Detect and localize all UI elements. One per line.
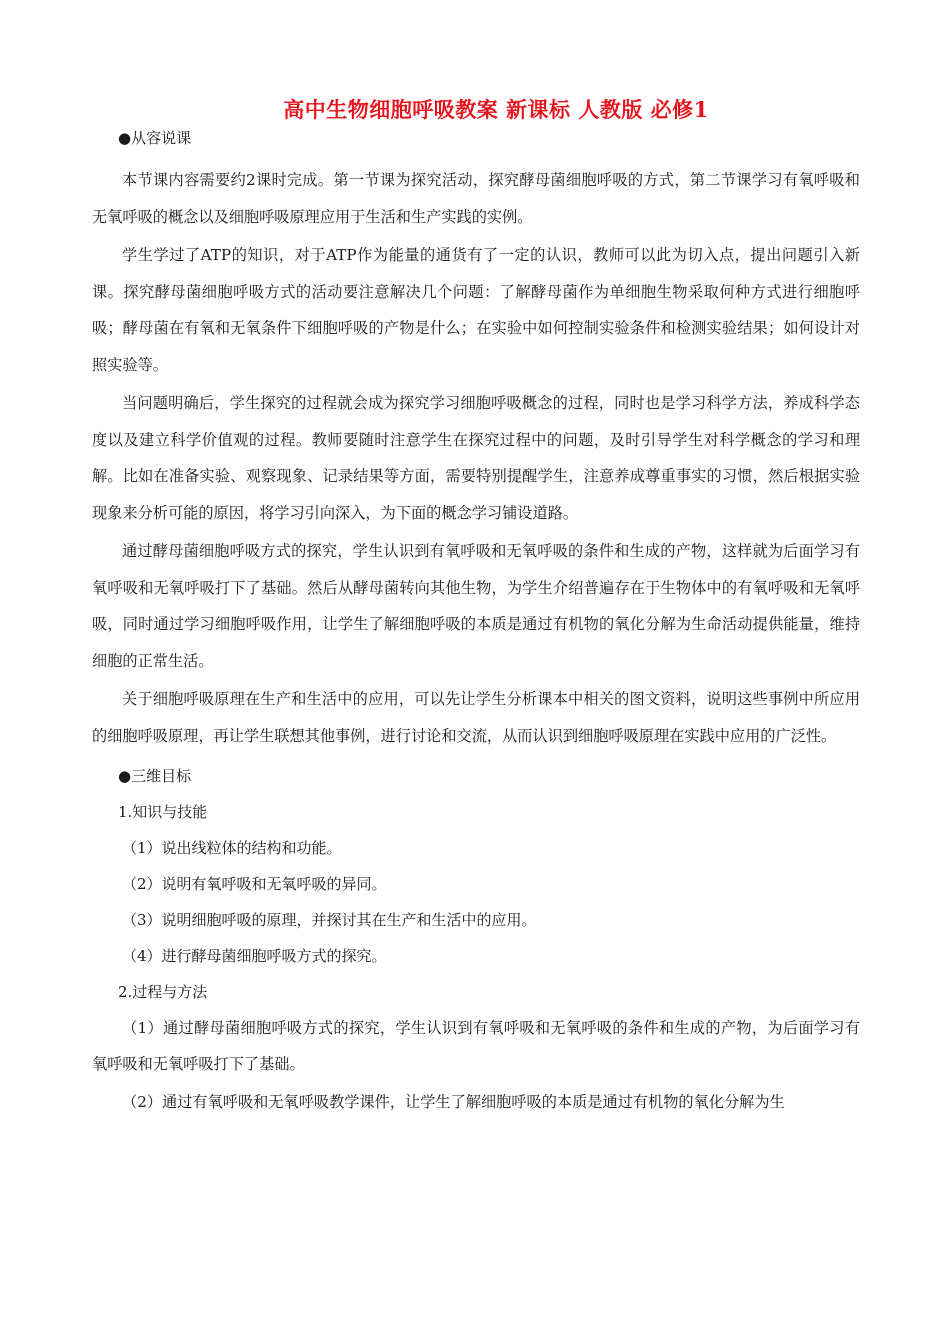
paragraph: 当问题明确后，学生探究的过程就会成为探究学习细胞呼吸概念的过程，同时也是学习科学方法，养成科学态度以及建立科学价值观的过程。教师要随时注意学生在探究过程中的问题，及时引导学生对科学概念的学习和理解。比如在准备实验、观察现象、记录结果等方面，需要特别提醒学生，注意养成尊重事实的习惯，然后根据实验现象来分析可能的原因，将学习引向深入，为下面的概念学习铺设道路。 bbox=[92, 394, 860, 522]
paragraph: 通过酵母菌细胞呼吸方式的探究，学生认识到有氧呼吸和无氧呼吸的条件和生成的产物，这样就为后面学习有氧呼吸和无氧呼吸打下了基础。然后从酵母菌转向其他生物，为学生介绍普遍存在于生物体中的有氧呼吸和无氧呼吸，同时通过学习细胞呼吸作用，让学生了解细胞呼吸的本质是通过有机物的氧化分解为生命活动提供能量，维持细胞的正常生活。 bbox=[92, 542, 860, 670]
paragraph: 学生学过了ATP的知识，对于ATP作为能量的通货有了一定的认识，教师可以此为切入点，提出问题引入新课。探究酵母菌细胞呼吸方式的活动要注意解决几个问题：了解酵母菌作为单细胞生物采取何种方式进行细胞呼吸；酵母菌在有氧和无氧条件下细胞呼吸的产物是什么；在实验中如何控制实验条件和检测实验结果；如何设计对照实验等。 bbox=[92, 246, 860, 374]
goal-category-knowledge: 1.知识与技能 bbox=[118, 803, 208, 821]
paragraph: 本节课内容需要约2课时完成。第一节课为探究活动，探究酵母菌细胞呼吸的方式，第二节课学习有氧呼吸和无氧呼吸的概念以及细胞呼吸原理应用于生活和生产实践的实例。 bbox=[92, 171, 860, 226]
goal-item: （1）通过酵母菌细胞呼吸方式的探究，学生认识到有氧呼吸和无氧呼吸的条件和生成的产物，为后面学习有氧呼吸和无氧呼吸打下了基础。 bbox=[92, 1019, 860, 1073]
goal-item: （3）说明细胞呼吸的原理，并探讨其在生产和生活中的应用。 bbox=[122, 911, 537, 929]
goal-item: （1）说出线粒体的结构和功能。 bbox=[122, 839, 342, 857]
section-heading-goals: ●三维目标 bbox=[118, 767, 192, 785]
document-title: 高中生物细胞呼吸教案 新课标 人教版 必修1 bbox=[283, 97, 709, 122]
section-heading-intro: ●从容说课 bbox=[118, 129, 192, 147]
goal-item: （2）通过有氧呼吸和无氧呼吸教学课件，让学生了解细胞呼吸的本质是通过有机物的氧化分解为生 bbox=[122, 1093, 785, 1111]
goal-item: （4）进行酵母菌细胞呼吸方式的探究。 bbox=[122, 947, 387, 965]
paragraph: 关于细胞呼吸原理在生产和生活中的应用，可以先让学生分析课本中相关的图文资料，说明这些事例中所应用的细胞呼吸原理，再让学生联想其他事例，进行讨论和交流，从而认识到细胞呼吸原理在实践中应用的广泛性。 bbox=[92, 690, 860, 745]
document-page bbox=[92, 96, 860, 1120]
goal-item: （2）说明有氧呼吸和无氧呼吸的异同。 bbox=[122, 875, 387, 893]
goal-category-process: 2.过程与方法 bbox=[118, 983, 208, 1001]
